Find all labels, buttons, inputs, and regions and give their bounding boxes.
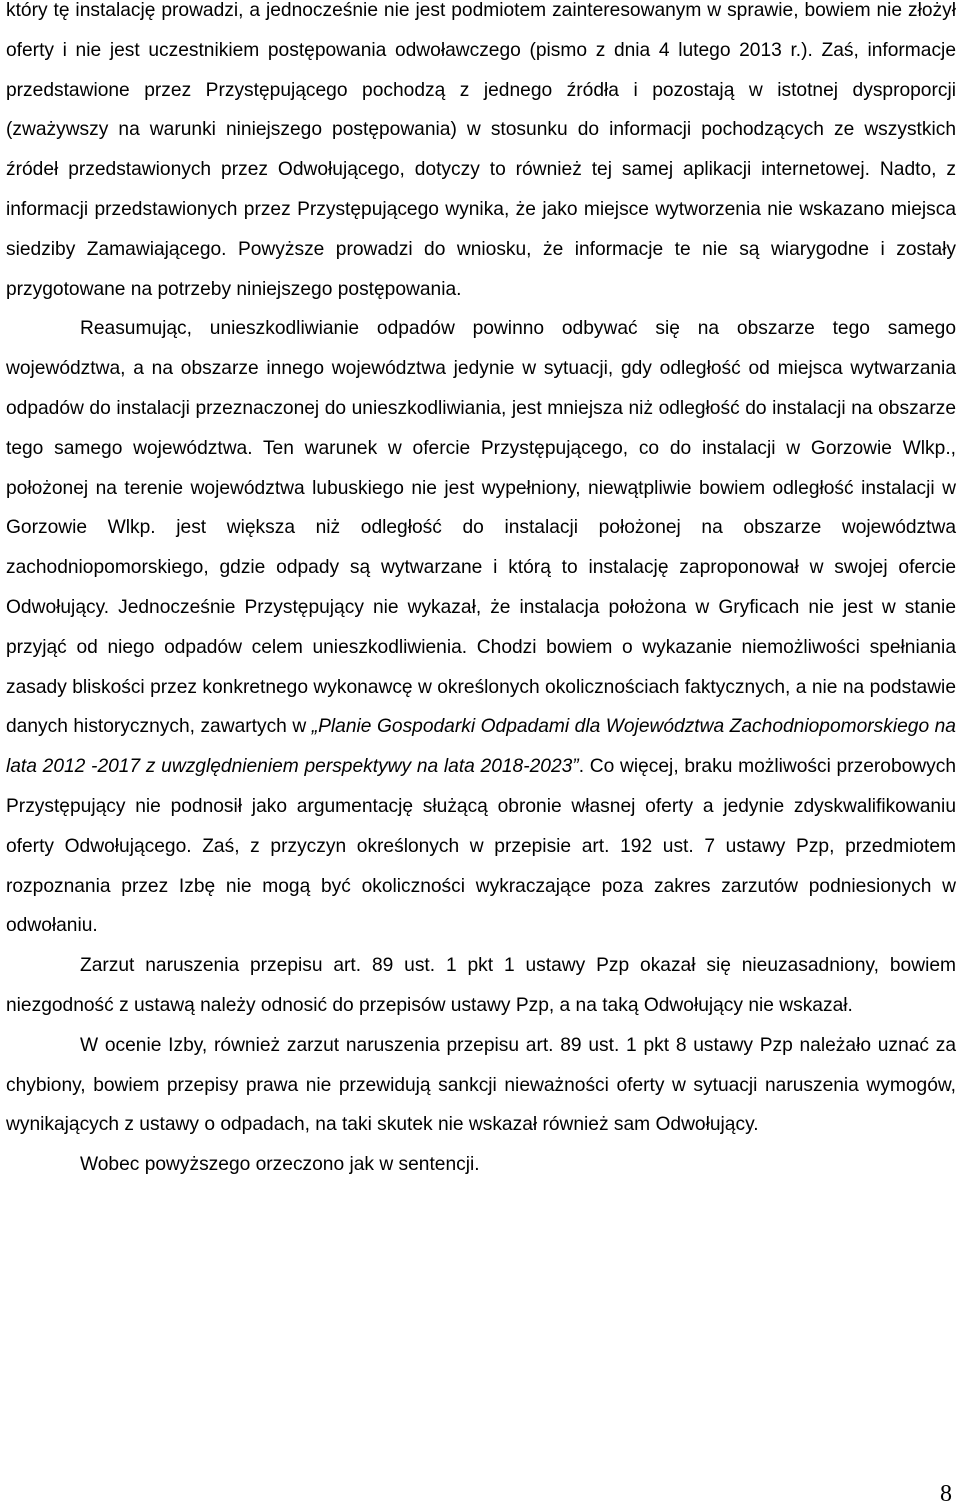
- page-number: 8: [940, 1481, 952, 1507]
- paragraph-5: [6, 1145, 956, 1185]
- paragraph-2-text-b: . Co więcej, braku możliwości przerobowych Przystępujący nie podnosił jako argumentację służącą obronie własnej oferty a jedynie zdyskwalifikowaniu oferty Odwołującego. Zaś, z przyczyn określonych w przepisie art. 192 ust. 7 ustawy Pzp, przedmiotem rozpoznania przez Izbę nie mogą być okoliczności wykraczające poza zakres zarzutów podniesionych w odwołaniu.: [6, 756, 956, 937]
- paragraph-1: [6, 0, 956, 309]
- paragraph-3-text: Zarzut naruszenia przepisu art. 89 ust. 1 pkt 1 ustawy Pzp okazał się nieuzasadniony, bowiem niezgodność z ustawą należy odnosić do przepisów ustawy Pzp, a na taką Odwołujący nie wskazał.: [6, 955, 956, 1016]
- paragraph-2: [6, 309, 956, 946]
- paragraph-3: [6, 946, 956, 1026]
- paragraph-4-text: W ocenie Izby, również zarzut naruszenia przepisu art. 89 ust. 1 pkt 8 ustawy Pzp należało uznać za chybiony, bowiem przepisy prawa nie przewidują sankcji nieważności oferty w sytuacji naruszenia wymogów, wynikających z ustawy o odpadach, na taki skutek nie wskazał również sam Odwołujący.: [6, 1034, 956, 1136]
- paragraph-1-text: który tę instalację prowadzi, a jednocześnie nie jest podmiotem zainteresowanym w sprawie, bowiem nie złożył oferty i nie jest uczestnikiem postępowania odwoławczego (pismo z dnia 4 lutego 2013 r.). Zaś, informacje przedstawione przez Przystępującego pochodzą z jednego źródła i pozostają w istotnej dysproporcji (zważywszy na warunki niniejszego postępowania) w stosunku do informacji pochodzących ze wszystkich źródeł przedstawionych przez Odwołującego, dotyczy to również tej samej aplikacji internetowej. Nadto, z informacji przedstawionych przez Przystępującego wynika, że jako miejsce wytworzenia nie wskazano miejsca siedziby Zamawiającego. Powyższe prowadzi do wniosku, że informacje te nie są wiarygodne i zostały przygotowane na potrzeby niniejszego postępowania.: [6, 0, 956, 300]
- paragraph-2-text-a: Reasumując, unieszkodliwianie odpadów powinno odbywać się na obszarze tego samego województwa, a na obszarze innego województwa jedynie w sytuacji, gdy odległość od miejsca wytwarzania odpadów do instalacji przeznaczonej do unieszkodliwiania, jest mniejsza niż odległość do instalacji na obszarze tego samego województwa. Ten warunek w ofercie Przystępującego, co do instalacji w Gorzowie Wlkp., położonej na terenie województwa lubuskiego nie jest wypełniony, niewątpliwie bowiem odległość instalacji w Gorzowie Wlkp. jest większa niż odległość do instalacji położonej na obszarze województwa zachodniopomorskiego, gdzie odpady są wytwarzane i którą to instalację zaproponował w swojej ofercie Odwołujący. Jednocześnie Przystępujący nie wykazał, że instalacja położona w Gryficach nie jest w stanie przyjąć od niego odpadów celem unieszkodliwienia. Chodzi bowiem o wykazanie niemożliwości spełniania zasady bliskości przez konkretnego wykonawcę w określonych okolicznościach faktycznych, a nie na podstawie danych historycznych, zawartych w: [6, 318, 956, 738]
- document-page: [6, 0, 956, 1185]
- plan-title-italic: „Planie Gospodarki Odpadami dla Województwa Zachodniopomorskiego na lata 2012 -2017 z uwzględnieniem perspektywy na lata 2018-2023”: [6, 716, 956, 778]
- paragraph-5-text: Wobec powyższego orzeczono jak w sentencji.: [80, 1154, 480, 1176]
- paragraph-4: [6, 1026, 956, 1145]
